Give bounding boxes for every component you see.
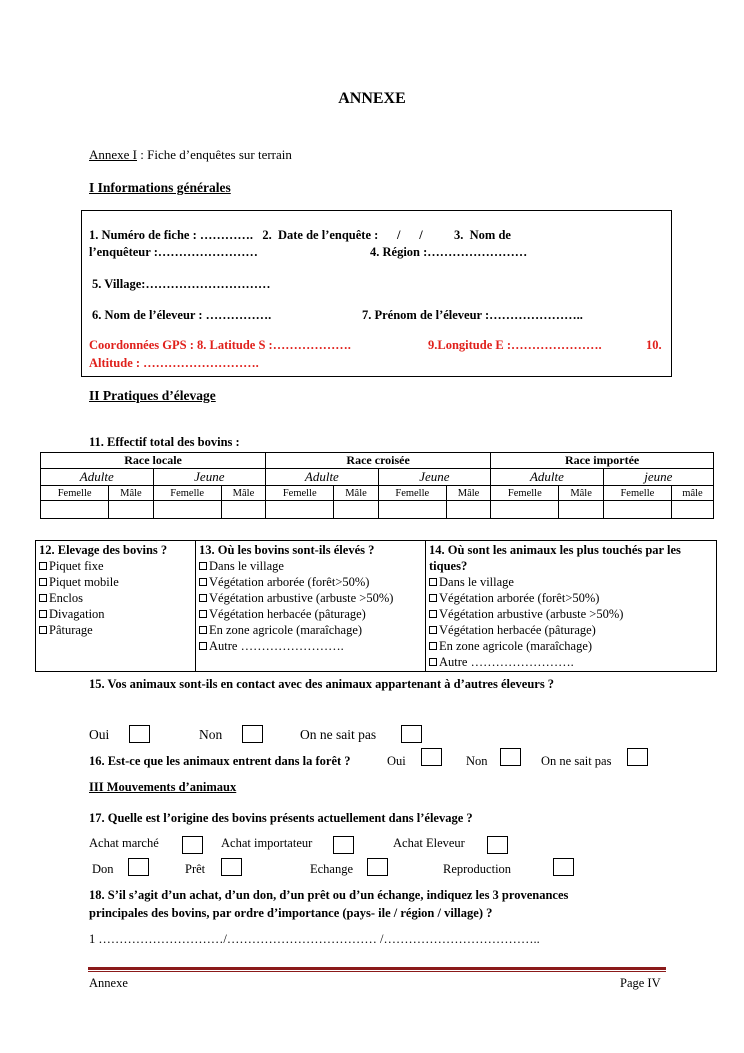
q16-non-checkbox[interactable] xyxy=(500,748,521,766)
q16-nsp-checkbox[interactable] xyxy=(627,748,648,766)
q15-non-checkbox[interactable] xyxy=(242,725,263,743)
section-2-heading: II Pratiques d’élevage xyxy=(89,388,216,403)
sex-header: Femelle xyxy=(153,486,221,501)
q17-checkbox[interactable] xyxy=(333,836,354,854)
q17-checkbox[interactable] xyxy=(182,836,203,854)
footer-left: Annexe xyxy=(89,976,128,990)
q15-title: 15. Vos animaux sont-ils en contact avec des animaux appartenant à d’autres éleveurs ? xyxy=(89,677,555,691)
checkbox-icon[interactable] xyxy=(429,594,437,602)
q13-option[interactable]: Végétation herbacée (pâturage) xyxy=(199,606,422,622)
q14-option[interactable]: Végétation arbustive (arbuste >50%) xyxy=(429,606,713,622)
checkbox-icon[interactable] xyxy=(39,578,47,586)
q12-option[interactable]: Pâturage xyxy=(39,622,192,638)
count-cell[interactable] xyxy=(603,501,671,519)
count-cell[interactable] xyxy=(672,501,714,519)
count-cell[interactable] xyxy=(491,501,559,519)
age-header: Adulte xyxy=(41,469,154,486)
checkbox-icon[interactable] xyxy=(199,594,207,602)
sex-header: Femelle xyxy=(41,486,109,501)
race-header: Race locale xyxy=(41,453,266,469)
checkbox-icon[interactable] xyxy=(39,626,47,634)
herd-size-table xyxy=(40,452,714,519)
q13-option[interactable]: En zone agricole (maraîchage) xyxy=(199,622,422,638)
gps-altitude-number: 10. xyxy=(646,338,662,352)
q13-option[interactable]: Végétation arborée (forêt>50%) xyxy=(199,574,422,590)
checkbox-icon[interactable] xyxy=(199,578,207,586)
box-line-2b: 4. Région :…………………… xyxy=(370,245,528,259)
age-header: jeune xyxy=(603,469,713,486)
q18-answer-line[interactable]: 1 …………………………/……………………………… /……………………………….. xyxy=(89,932,540,946)
sex-header: Mâle xyxy=(221,486,265,501)
count-cell[interactable] xyxy=(378,501,446,519)
checkbox-icon[interactable] xyxy=(199,626,207,634)
q14-cell xyxy=(426,541,717,672)
q17-option-label: Echange xyxy=(310,862,354,876)
box-line-3: 5. Village:………………………… xyxy=(92,277,271,291)
section-3-heading: III Mouvements d’animaux xyxy=(89,780,237,794)
q17-checkbox[interactable] xyxy=(367,858,388,876)
q17-checkbox[interactable] xyxy=(487,836,508,854)
sex-header: Femelle xyxy=(266,486,334,501)
box-line-2a: l’enquêteur :…………………… xyxy=(89,245,258,259)
sex-header: Femelle xyxy=(491,486,559,501)
q13-option[interactable]: Autre ……………………. xyxy=(199,638,422,654)
section-1-heading: I Informations générales xyxy=(89,180,231,195)
q17-title: 17. Quelle est l’origine des bovins présents actuellement dans l’élevage ? xyxy=(89,811,473,825)
q15-oui-label: Oui xyxy=(89,727,110,742)
gps-altitude: Altitude : ………………………. xyxy=(89,356,259,370)
q16-title: 16. Est-ce que les animaux entrent dans la forêt ? xyxy=(89,754,351,768)
q12-option[interactable]: Piquet fixe xyxy=(39,558,192,574)
sex-header: Mâle xyxy=(559,486,603,501)
age-header: Adulte xyxy=(266,469,379,486)
q17-option-label: Don xyxy=(92,862,114,876)
q16-nsp-label: On ne sait pas xyxy=(541,754,612,768)
q17-option-label: Achat Eleveur xyxy=(393,836,465,850)
checkbox-icon[interactable] xyxy=(199,642,207,650)
age-header: Jeune xyxy=(378,469,491,486)
page-title: ANNEXE xyxy=(338,90,406,107)
q14-option[interactable]: Végétation herbacée (pâturage) xyxy=(429,622,713,638)
sex-header: Mâle xyxy=(109,486,153,501)
checkbox-icon[interactable] xyxy=(429,578,437,586)
count-cell[interactable] xyxy=(153,501,221,519)
q14-title: 14. Où sont les animaux les plus touchés par les tiques? xyxy=(429,543,681,573)
checkbox-icon[interactable] xyxy=(199,610,207,618)
checkbox-icon[interactable] xyxy=(429,610,437,618)
q17-checkbox[interactable] xyxy=(553,858,574,876)
q17-option-label: Achat marché xyxy=(89,836,159,850)
race-header: Race croisée xyxy=(266,453,491,469)
q17-option-label: Prêt xyxy=(185,862,206,876)
sex-header: Femelle xyxy=(378,486,446,501)
q15-oui-checkbox[interactable] xyxy=(129,725,150,743)
annex-heading xyxy=(89,147,292,163)
gps-longitude: 9.Longitude E :…………………. xyxy=(428,338,602,352)
q15-nsp-checkbox[interactable] xyxy=(401,725,422,743)
checkbox-icon[interactable] xyxy=(429,626,437,634)
q15-nsp-label: On ne sait pas xyxy=(300,727,377,742)
age-header: Adulte xyxy=(491,469,604,486)
checkbox-icon[interactable] xyxy=(429,642,437,650)
footer-divider xyxy=(88,971,666,972)
q12-option[interactable]: Divagation xyxy=(39,606,192,622)
race-header: Race importée xyxy=(491,453,714,469)
box-line-4b: 7. Prénom de l’éleveur :………………….. xyxy=(362,308,583,322)
age-header: Jeune xyxy=(153,469,266,486)
q13-option[interactable]: Dans le village xyxy=(199,558,422,574)
count-cell[interactable] xyxy=(221,501,265,519)
count-cell[interactable] xyxy=(334,501,378,519)
q12-title: 12. Elevage des bovins ? xyxy=(39,543,168,557)
q17-checkbox[interactable] xyxy=(128,858,149,876)
questions-12-14-table xyxy=(35,540,717,672)
q11-label: 11. Effectif total des bovins : xyxy=(89,435,240,449)
q18-line-2: principales des bovins, par ordre d’importance (pays- ile / région / village) ? xyxy=(89,906,493,920)
page-number: Page IV xyxy=(620,976,661,990)
checkbox-icon[interactable] xyxy=(39,610,47,618)
annex-label: Annexe I xyxy=(89,147,138,162)
count-cell[interactable] xyxy=(266,501,334,519)
q13-cell xyxy=(196,541,426,672)
q15-non-label: Non xyxy=(199,727,223,742)
checkbox-icon[interactable] xyxy=(39,562,47,570)
sex-header: Mâle xyxy=(334,486,378,501)
q18-line-1: 18. S’il s’agit d’un achat, d’un don, d’un prêt ou d’un échange, indiquez les 3 provenances xyxy=(89,888,569,902)
q14-option[interactable]: En zone agricole (maraîchage) xyxy=(429,638,713,654)
count-cell[interactable] xyxy=(446,501,490,519)
q14-option[interactable]: Végétation arborée (forêt>50%) xyxy=(429,590,713,606)
q17-option-label: Reproduction xyxy=(443,862,512,876)
q16-non-label: Non xyxy=(466,754,488,768)
count-cell[interactable] xyxy=(109,501,153,519)
q12-option[interactable]: Enclos xyxy=(39,590,192,606)
sex-header: mâle xyxy=(672,486,714,501)
sex-header: Mâle xyxy=(446,486,490,501)
q14-option[interactable]: Dans le village xyxy=(429,574,713,590)
gps-latitude: Coordonnées GPS : 8. Latitude S :………………. xyxy=(89,338,351,352)
q13-option[interactable]: Végétation arbustive (arbuste >50%) xyxy=(199,590,422,606)
q13-title: 13. Où les bovins sont-ils élevés ? xyxy=(199,543,375,557)
box-line-4a: 6. Nom de l’éleveur : ……………. xyxy=(92,308,272,322)
sex-header: Femelle xyxy=(603,486,671,501)
count-cell[interactable] xyxy=(41,501,109,519)
count-cell[interactable] xyxy=(559,501,603,519)
checkbox-icon[interactable] xyxy=(429,658,437,666)
q16-oui-label: Oui xyxy=(387,754,406,768)
footer-divider xyxy=(88,967,666,970)
annex-subtitle: : Fiche d’enquêtes sur terrain xyxy=(137,147,292,162)
q16-oui-checkbox[interactable] xyxy=(421,748,442,766)
q12-cell xyxy=(36,541,196,672)
q17-checkbox[interactable] xyxy=(221,858,242,876)
checkbox-icon[interactable] xyxy=(39,594,47,602)
q17-option-label: Achat importateur xyxy=(221,836,313,850)
q14-option[interactable]: Autre ……………………. xyxy=(429,654,713,670)
box-line-1: 1. Numéro de fiche : …………. 2. Date de l’enquête : / / 3. Nom de xyxy=(89,228,511,242)
q12-option[interactable]: Piquet mobile xyxy=(39,574,192,590)
checkbox-icon[interactable] xyxy=(199,562,207,570)
